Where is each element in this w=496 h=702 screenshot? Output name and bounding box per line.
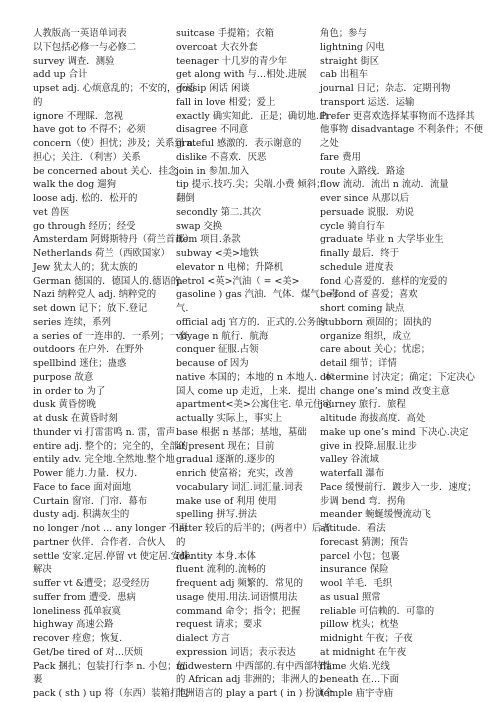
vocab-line: set down 记下；放下.登记 (33, 303, 148, 314)
vocab-line: 翻倒 (176, 193, 195, 204)
vocab-line: flow 流动．流出 n 流动．流量 (320, 179, 449, 191)
vocab-line: loose adj. 松的．松开的 (33, 193, 138, 204)
vocab-line: care about 关心；忧虑； (320, 344, 431, 356)
vocab-line: Nazi 纳粹党人 adj. 纳粹党的 (33, 289, 157, 301)
vocab-line: 解决 (33, 564, 52, 576)
vocab-line: pack ( sth ) up 将（东西）装箱打包 (33, 688, 189, 699)
vocab-line: dialect 方言 (176, 633, 230, 644)
vocab-line: gradual 逐渐的.逐步的 (176, 454, 275, 466)
vocab-line: make use of 利用 使用 (176, 495, 277, 507)
vocab-line: attitude．看法 (320, 523, 386, 534)
vocabulary-column-3 (320, 27, 483, 701)
vocab-line: lightning 闪电 (320, 41, 385, 53)
vocab-line: voyage n 航行．航海 (176, 330, 269, 342)
vocab-line: usage 使用.用法.词语惯用法 (176, 591, 298, 603)
vocab-line: pillow 枕头；枕垫 (320, 619, 399, 631)
vocab-line: identity 本身.本体 (176, 550, 256, 562)
vocab-line: altitude 海拔高度．高处 (320, 413, 426, 424)
vocab-line: at midnight 在午夜 (320, 646, 407, 658)
vocab-line: 之处 (320, 138, 339, 149)
vocab-line: detail 细节；详情 (320, 358, 397, 369)
vocab-line: 的 African adj 非洲的；非洲人的； (176, 674, 328, 686)
vocab-line: swap 交换 (176, 220, 223, 232)
vocab-line: teenager 十几岁的青少年 (176, 55, 288, 67)
vocab-line: 裹 (33, 674, 43, 686)
vocab-line: suffer from 遭受．患病 (33, 591, 136, 603)
vocab-line: thunder vi 打雷雷鸣 n. 雷，雷声 (33, 426, 176, 438)
vocab-line: waterfall 瀑布 (320, 468, 385, 479)
vocab-line: fare 费用 (320, 151, 361, 163)
vocab-line: grateful 感激的．表示谢意的 (176, 138, 302, 149)
vocab-line: reliable 可信赖的．可靠的 (320, 605, 435, 617)
vocab-line: elevator n 电梯；升降机 (176, 261, 284, 273)
vocab-line: request 请求；要求 (176, 619, 263, 631)
vocab-line: spelling 拼写.拼法 (176, 509, 257, 521)
vocab-line: beneath 在…下面 (320, 674, 400, 686)
vocab-line: vet 兽医 (33, 206, 70, 218)
vocab-line: Pack 捆扎；包装打行李 n. 小包；包 (33, 660, 186, 672)
vocab-line: secondly 第二.其次 (176, 206, 262, 218)
vocab-line: meander 蜿蜒缓慢流动飞 (320, 509, 431, 521)
vocab-line: ignore 不理睬．忽视 (33, 110, 123, 122)
vocab-line: cab 出租车 (320, 69, 368, 81)
vocab-line: add up 合计 (33, 69, 88, 81)
vocab-line: Face to face 面对面地 (33, 481, 131, 493)
vocab-line: at dusk 在黄昏时刻 (33, 413, 118, 424)
vocab-line: frequent adj 频繁的．常见的 (176, 578, 303, 589)
vocab-line: Amsterdam 阿姆斯特丹（荷兰首都） (33, 234, 194, 246)
vocab-line: forecast 猜测；预告 (320, 536, 409, 548)
vocab-line: latter 较后的后半的；(两者中）后者 (176, 523, 331, 534)
vocab-line: apartment<美>公寓住宅. 单元住宅 (176, 399, 332, 411)
vocab-line: schedule 进度表 (320, 261, 394, 273)
vocab-line: spellbind 迷住；蛊惑 (33, 358, 127, 369)
vocab-line: concern（使）担忧；涉及；关系到 n. (33, 138, 196, 149)
vocab-line: outdoors 在户外．在野外 (33, 344, 144, 356)
vocab-line: Power 能力.力量．权力． (33, 468, 144, 479)
vocab-line: gasoline ) gas 汽油．气体．煤气；毒 (176, 289, 339, 301)
vocab-line: native 本国的；本地的 n 本地人．本 (176, 371, 333, 383)
vocab-line: at present 现在；目前 (176, 440, 275, 452)
vocab-line: upset adj. 心烦意乱的；不安的，不适 (33, 83, 196, 94)
vocab-line: 他事物 disadvantage 不利条件；不便 (320, 124, 483, 136)
vocab-line: conquer 征服.占领 (176, 344, 259, 356)
vocab-line: fond 心喜爱的．慈样的宠爱的 (320, 275, 448, 287)
vocab-line: journey 旅行．旅程 (320, 399, 406, 411)
vocab-line: route 入路线．路途 (320, 165, 405, 177)
vocab-line: Get/be tired of 对…厌烦 (33, 646, 143, 658)
vocab-line: dusk 黄昏傍晚 (33, 399, 97, 411)
vocab-line: entire adj. 整个的；完全的，全部的 (33, 440, 188, 452)
vocab-line: exactly 确实知此．正是；确切地.山 (176, 110, 329, 122)
vocab-line: be concerned about 关心．挂念 (33, 165, 178, 177)
vocab-line: suffer vt &遭受；忍受经历 (33, 578, 150, 589)
vocab-line: join in 参加.加入 (176, 165, 250, 177)
vocab-line: short coming 缺点 (320, 303, 405, 314)
vocab-line: transport 运送．运输 (320, 96, 415, 108)
vocab-line: enrich 使富裕；充实，改善 (176, 468, 294, 479)
vocab-line: organize 组织，成立 (320, 330, 412, 342)
vocab-line: disagree 不同意 (176, 124, 249, 136)
vocab-line: 的 (33, 96, 43, 108)
vocab-line: overcoat 大衣外套 (176, 41, 258, 53)
vocab-line: 步调 bend 弯．拐角 (320, 495, 406, 507)
vocab-line: German 德国的．德国人的.德语的. (33, 275, 184, 287)
vocab-line: temple 庙宇寺庙 (320, 688, 394, 699)
vocab-line: dusty adj. 积满灰尘的 (33, 509, 130, 521)
vocab-line: highway 高速公路 (33, 619, 114, 631)
vocab-line: give in 投降.屈服.让步 (320, 440, 418, 452)
vocab-line: Pace 缓慢前行．踱步入一步．速度； (320, 481, 477, 493)
vocab-line: journal 日记；杂志．定期刊物 (320, 83, 451, 94)
vocab-line: base 根据 n 基部；基地，墓础 (176, 426, 307, 438)
vocab-line: Prefer 更喜欢选择某事物而不选择其 (320, 110, 475, 122)
vocab-line: walk the dog 遛狗 (33, 179, 116, 191)
vocab-line: Curtain 窗帘．门帘．幕布 (33, 495, 148, 507)
vocab-line: graduate 毕业 n 大学毕业生 (320, 234, 444, 246)
vocab-line: series 连续，系列 (33, 316, 112, 328)
vocab-line: make up one’s mind 下决心.决定 (320, 426, 469, 438)
vocab-line: valley 谷流域 (320, 454, 379, 466)
vocab-line: get along with 与…相处.进展 (176, 69, 307, 81)
vocab-line: command 命令；指令；把握 (176, 605, 301, 617)
vocab-line: item 项目.条款 (176, 234, 241, 246)
vocab-line: as usual 照常 (320, 591, 381, 603)
vocab-line: no longer /not … any longer 不再 (33, 523, 188, 534)
vocab-line: Jew 犹太人的；犹太族的 (33, 261, 138, 273)
vocab-line: cycle 骑自行车 (320, 220, 385, 232)
vocab-line: straight 街区 (320, 55, 380, 67)
vocab-line: petrol <英>汽油（ = <美> (176, 275, 300, 287)
vocab-line: 担心；关注．（利害）关系 (33, 151, 141, 163)
vocab-line: parcel 小包；包裹 (320, 550, 400, 562)
vocab-line: subway <美>地铁 (176, 248, 259, 259)
vocab-line: survey 调查．测验 (33, 55, 115, 67)
vocab-line: actually 实际上，事实上 (176, 413, 283, 424)
vocab-line: entily adv. 完全地.全然地.整个地 (33, 454, 175, 466)
vocab-line: 的 (176, 536, 186, 548)
vocab-line: 角色；参与 (320, 28, 367, 39)
vocab-line: because of 因为 (176, 358, 249, 369)
vocab-line: settle 安家.定居.停留 vt 使定居.安排. (33, 550, 193, 562)
vocab-line: fluent 流利的.流畅的 (176, 564, 266, 576)
vocab-line: finally 最后．终于 (320, 248, 400, 259)
vocab-line: 国人 come up 走近，上来．提出 (176, 385, 317, 397)
vocab-line: gossip 闲话 闲谈 (176, 83, 250, 94)
vocab-line: persuade 说服．劝说 (320, 206, 414, 218)
vocab-line: expression 词语；表示表达 (176, 646, 296, 658)
vocab-line: midwestern 中西部的.有中西部特性 (176, 660, 332, 672)
vocab-line: loneliness 孤单寂寞 (33, 605, 121, 617)
vocab-line: go through 经历；经受 (33, 220, 136, 232)
vocab-line: dislike 不喜欢．厌恶 (176, 151, 267, 163)
vocab-line: suitcase 手提箱；衣箱 (176, 28, 275, 39)
vocab-line: vocabulary 词汇.词汇量.词表 (176, 481, 303, 493)
vocab-line: have got to 不得不；必须 (33, 124, 146, 136)
vocab-line: 以下包括必修一与必修二 (33, 41, 137, 53)
vocab-line: official adj 官方的．正式的.公务的 (176, 316, 326, 328)
vocab-line: wool 羊毛．毛织 (320, 578, 393, 589)
vocab-line: 人教版高一英语单词表 (33, 28, 127, 39)
vocab-line: ever since 从那以后 (320, 193, 409, 204)
vocab-line: 气. (176, 303, 189, 314)
vocab-line: insurance 保险 (320, 564, 389, 576)
vocab-line: midnight 午夜；子夜 (320, 633, 413, 644)
vocab-line: stubborn 顽固的；固执的 (320, 316, 432, 328)
vocab-line: tip 提示.技巧.尖；尖端.小费 倾斜； (176, 179, 326, 191)
vocab-line: a series of 一连串的．一系列；一套 (33, 330, 188, 342)
vocab-line: 非洲语言的 play a part ( in ) 扮演个 (176, 688, 334, 699)
vocab-line: fall in love 相爱；爱上 (176, 96, 276, 108)
vocab-line: recover 痊愈；恢复. (33, 633, 123, 644)
vocab-line: change one’s mind 改变主意 (320, 385, 450, 397)
vocab-line: partner 伙伴．合作者．合伙人 (33, 536, 166, 548)
vocab-line: Netherlands 荷兰（西欧国家） (33, 248, 171, 259)
vocab-line: flame 火焰.光线 (320, 660, 390, 672)
vocab-line: be fond of 喜爱；喜欢 (320, 289, 418, 301)
vocab-line: in order to 为了 (33, 385, 106, 397)
vocab-line: determine 讨决定；确定；下定决心 (320, 371, 475, 383)
vocab-line: purpose 故意 (33, 371, 94, 383)
